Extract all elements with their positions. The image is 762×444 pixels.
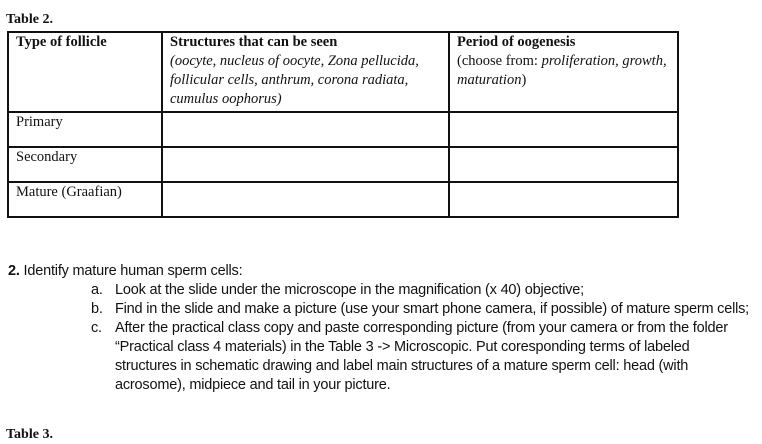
task-2-list	[8, 281, 753, 395]
header-structures-title: Structures that can be seen	[170, 34, 338, 50]
task-2-heading	[8, 262, 753, 281]
cell-period-input[interactable]	[449, 112, 678, 147]
list-item-text: Find in the slide and make a picture (use your smart phone camera, if possible) of mature sperm cells;	[115, 301, 750, 317]
cell-type: Mature (Graafian)	[8, 182, 162, 217]
cell-type: Primary	[8, 112, 162, 147]
table-row-primary	[8, 112, 678, 147]
list-marker: b.	[91, 301, 103, 317]
list-item	[8, 281, 753, 300]
table-header-row	[8, 32, 678, 112]
cell-structures-input[interactable]	[162, 182, 449, 217]
header-period-prefix: (choose from:	[457, 53, 542, 69]
cell-structures-input[interactable]	[162, 147, 449, 182]
header-period-title: Period of oogenesis	[457, 34, 576, 50]
table-2-caption: Table 2.	[6, 12, 53, 27]
list-item	[8, 300, 753, 319]
follicle-table	[7, 31, 679, 218]
list-marker: a.	[91, 282, 103, 298]
cell-period-input[interactable]	[449, 182, 678, 217]
cell-type: Secondary	[8, 147, 162, 182]
cell-structures-input[interactable]	[162, 112, 449, 147]
list-marker: c.	[91, 320, 102, 336]
table-row-secondary	[8, 147, 678, 182]
header-period-options: proliferation, growth, maturation	[457, 53, 667, 88]
cell-period-input[interactable]	[449, 147, 678, 182]
list-item-text: Look at the slide under the microscope in the magnification (x 40) objective;	[115, 282, 585, 298]
header-type-of-follicle-label: Type of follicle	[16, 34, 107, 50]
task-2-title: Identify mature human sperm cells:	[23, 263, 243, 279]
task-2-section	[8, 262, 753, 395]
header-type-of-follicle	[8, 32, 162, 112]
table-row-mature	[8, 182, 678, 217]
header-period-suffix: )	[521, 72, 527, 88]
list-item	[8, 319, 753, 395]
list-item-text: After the practical class copy and paste corresponding picture (from your camera or from the folder “Practical class 4 materials) in the Table 3 -> Microscopic. Put coresponding terms of labeled structures in schematic drawing and label main structures of a mature sperm cell: head (with acrosome), midpiece and tail in your picture.	[115, 320, 728, 393]
table-3-caption: Table 3.	[6, 427, 53, 442]
header-period	[449, 32, 678, 112]
header-structures	[162, 32, 449, 112]
task-2-number: 2.	[8, 263, 20, 279]
header-structures-note: (oocyte, nucleus of oocyte, Zona pellucida, follicular cells, anthrum, corona radiata, cumulus oophorus)	[170, 53, 419, 107]
